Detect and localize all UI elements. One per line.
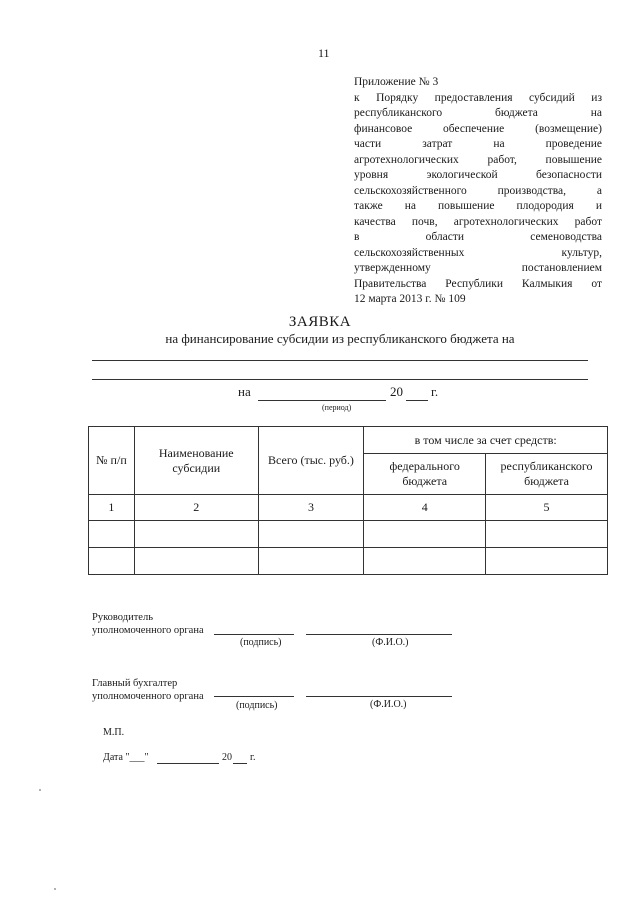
table-cell[interactable]: [486, 548, 608, 575]
table-cell[interactable]: [89, 548, 135, 575]
document-title: ЗАЯВКА: [288, 314, 352, 330]
date-month-blank[interactable]: [157, 763, 219, 764]
period-blank[interactable]: [258, 400, 386, 401]
appendix-line: в области семеноводства: [354, 231, 602, 243]
document-subtitle: на финансирование субсидии из республиканского бюджета на: [165, 331, 515, 346]
date-year-prefix: 20: [222, 752, 232, 763]
column-number-cell: 2: [134, 495, 258, 521]
table-row: [89, 521, 608, 548]
appendix-line: республиканского бюджета на: [354, 107, 602, 119]
appendix-line: финансовое обеспечение (возмещение): [354, 122, 602, 135]
accountant-signature-caption: (подпись): [236, 700, 278, 711]
table-cell[interactable]: [364, 548, 486, 575]
header-funding-sources: в том числе за счет средств:: [364, 427, 608, 454]
appendix-block: [354, 75, 602, 308]
date-year-blank[interactable]: [233, 763, 247, 764]
table-cell[interactable]: [134, 521, 258, 548]
accountant-name-caption: (Ф.И.О.): [370, 699, 407, 710]
appendix-line: уровня экологической безопасности: [354, 169, 602, 181]
appendix-line: качества почв, агротехнологических работ: [354, 215, 602, 228]
period-prefix: на: [238, 384, 251, 399]
period-year-prefix: 20: [390, 384, 403, 399]
header-subsidy-name: Наименование субсидии: [134, 427, 258, 495]
accountant-label-line-2: уполномоченного органа: [92, 691, 204, 702]
appendix-line: части затрат на проведение: [354, 138, 602, 150]
header-total: Всего (тыс. руб.): [258, 427, 364, 495]
accountant-name-blank[interactable]: [306, 696, 452, 697]
blank-fill-line-2[interactable]: [92, 379, 588, 380]
head-signature-caption: (подпись): [240, 637, 282, 648]
appendix-line: агротехнологических работ, повышение: [354, 153, 602, 166]
appendix-line: Приложение № 3: [354, 76, 439, 88]
column-number-cell: 3: [258, 495, 364, 521]
period-year-suffix: г.: [431, 384, 439, 399]
table-cell[interactable]: [134, 548, 258, 575]
appendix-line: к Порядку предоставления субсидий из: [354, 91, 602, 104]
table-cell[interactable]: [258, 521, 364, 548]
head-name-blank[interactable]: [306, 634, 452, 635]
request-table: [88, 426, 608, 575]
column-number-cell: 5: [486, 495, 608, 521]
blank-fill-line-1[interactable]: [92, 360, 588, 361]
date-year-suffix: г.: [250, 752, 256, 763]
header-number: № п/п: [89, 427, 135, 495]
accountant-signature-blank[interactable]: [214, 696, 294, 697]
scan-speck: [54, 888, 56, 890]
header-federal-budget: федерального бюджета: [364, 454, 486, 495]
header-republic-budget: республиканского бюджета: [486, 454, 608, 495]
appendix-line: сельскохозяйственного производства, а: [354, 184, 602, 197]
column-number-cell: 1: [89, 495, 135, 521]
period-caption: (период): [322, 403, 352, 412]
accountant-label-line-1: Главный бухгалтер: [92, 678, 178, 689]
stamp-label: М.П.: [103, 727, 125, 738]
date-label: Дата "___": [103, 752, 149, 763]
head-label-line-2: уполномоченного органа: [92, 625, 204, 636]
table-cell[interactable]: [364, 521, 486, 548]
head-signature-blank[interactable]: [214, 634, 294, 635]
accountant-label: [92, 677, 204, 703]
table-cell[interactable]: [89, 521, 135, 548]
period-year-blank[interactable]: [406, 400, 428, 401]
head-label-line-1: Руководитель: [92, 612, 153, 623]
head-name-caption: (Ф.И.О.): [372, 637, 409, 648]
appendix-line: 12 марта 2013 г. № 109: [354, 293, 466, 305]
column-number-cell: 4: [364, 495, 486, 521]
page-number: 11: [318, 46, 330, 60]
appendix-line: сельскохозяйственных культур,: [354, 246, 602, 259]
table-cell[interactable]: [258, 548, 364, 575]
appendix-line: Правительства Республики Калмыкия от: [354, 277, 602, 290]
table-cell[interactable]: [486, 521, 608, 548]
table-row: [89, 548, 608, 575]
scan-speck: [39, 789, 41, 791]
appendix-line: также на повышение плодородия и: [354, 200, 602, 212]
appendix-line: утвержденному постановлением: [354, 262, 602, 274]
head-label: [92, 611, 204, 637]
